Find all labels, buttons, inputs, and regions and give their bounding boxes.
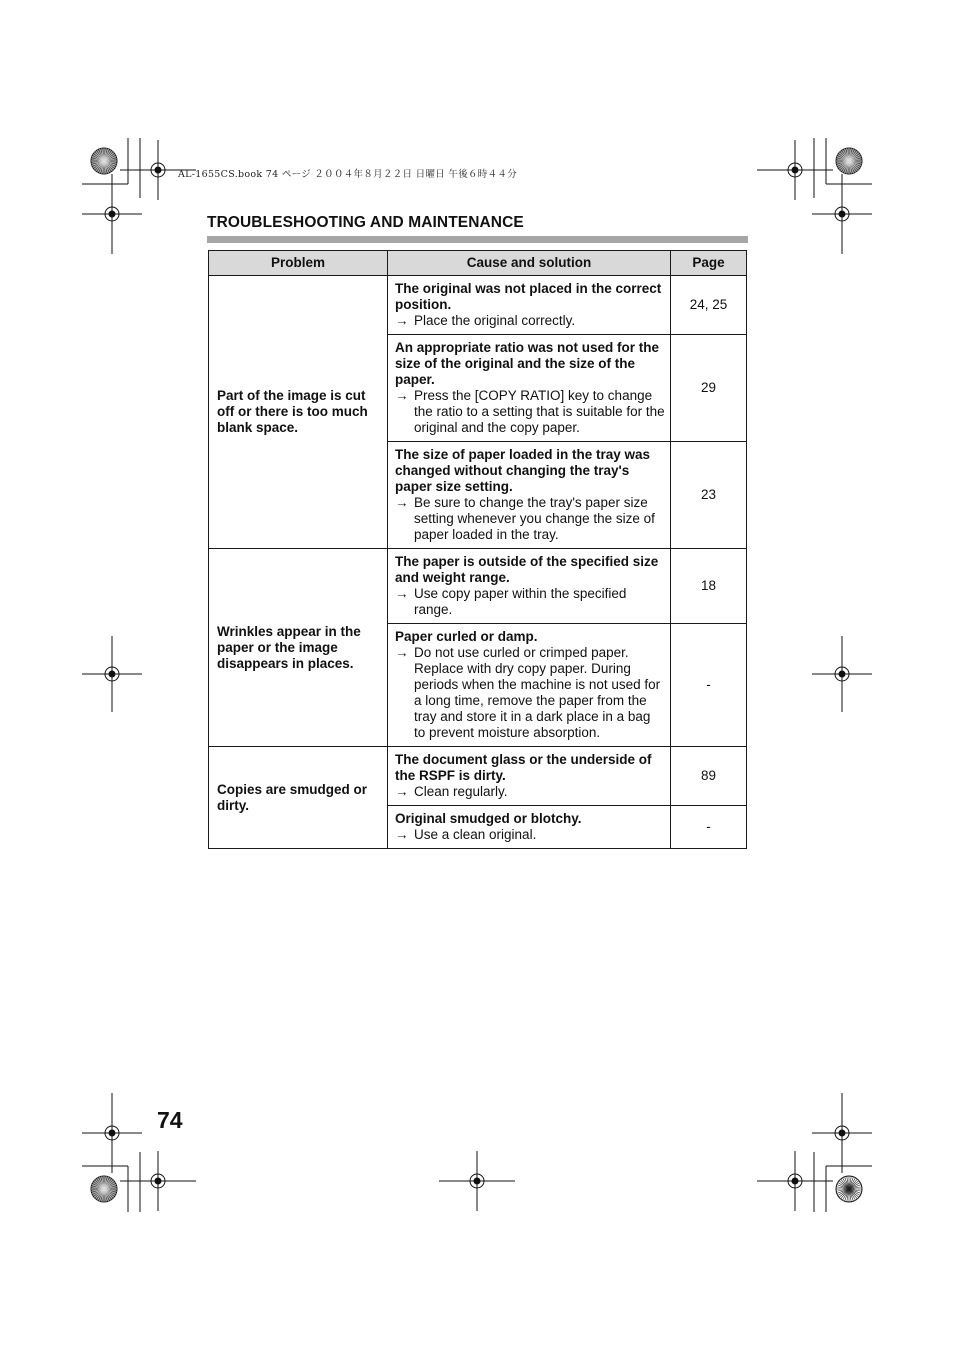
section-title-bar (207, 236, 748, 243)
registration-sunburst-icon (91, 148, 117, 174)
crosshair-mark-icon (82, 1093, 142, 1173)
crosshair-mark-icon (120, 1151, 196, 1211)
cause-text: The document glass or the underside of the RSPF is dirty. (395, 752, 652, 783)
solution-text: → Clean regularly. (395, 784, 508, 799)
cause-text: The paper is outside of the specified size and weight range. (395, 554, 659, 585)
solution-text: → Do not use curled or crimped paper. Replace with dry copy paper. During periods when the machine is not used for a long time, remove the paper from the tray and store it in a dark place in a bag to prevent moisture absorption. (395, 645, 661, 740)
table-row (209, 276, 747, 335)
registration-sunburst-icon (91, 1176, 117, 1202)
cause-solution-cell (388, 747, 671, 806)
crosshair-mark-icon (757, 1151, 833, 1211)
page-reference: - (671, 806, 747, 849)
page-number: 74 (157, 1107, 183, 1133)
problem-cell: Copies are smudged or dirty. (209, 747, 388, 849)
column-header-cause: Cause and solution (388, 251, 671, 276)
arrow-right-icon: → (395, 586, 409, 601)
problem-cell: Wrinkles appear in the paper or the image disappears in places. (209, 549, 388, 747)
solution-text: → Use copy paper within the specified range. (395, 586, 627, 617)
cause-text: Original smudged or blotchy. (395, 811, 582, 826)
page-reference: 23 (671, 442, 747, 549)
page-reference: 24, 25 (671, 276, 747, 335)
page-reference: 18 (671, 549, 747, 624)
arrow-right-icon: → (395, 784, 409, 799)
cause-solution-cell (388, 806, 671, 849)
arrow-right-icon: → (395, 388, 409, 403)
troubleshooting-table (208, 250, 747, 849)
cause-text: The size of paper loaded in the tray was changed without changing the tray's paper size setting. (395, 447, 651, 494)
table-row (209, 747, 747, 806)
arrow-right-icon: → (395, 313, 409, 328)
solution-text: → Use a clean original. (395, 827, 537, 842)
cause-text: Paper curled or damp. (395, 629, 538, 644)
arrow-right-icon: → (395, 645, 409, 660)
cause-solution-cell (388, 624, 671, 747)
crosshair-mark-icon (812, 174, 872, 254)
cause-text: An appropriate ratio was not used for the size of the original and the size of the paper. (395, 340, 660, 387)
crosshair-mark-icon (82, 174, 142, 254)
crosshair-mark-icon (82, 636, 142, 712)
cause-text: The original was not placed in the correct position. (395, 281, 662, 312)
solution-text: → Be sure to change the tray's paper size setting whenever you change the size of paper loaded in the tray. (395, 495, 655, 542)
page-reference: 89 (671, 747, 747, 806)
page-reference: - (671, 624, 747, 747)
crosshair-mark-icon (439, 1151, 515, 1211)
arrow-right-icon: → (395, 495, 409, 510)
crosshair-mark-icon (812, 636, 872, 712)
cause-solution-cell (388, 335, 671, 442)
cause-solution-cell (388, 442, 671, 549)
section-title: TROUBLESHOOTING AND MAINTENANCE (207, 214, 524, 231)
print-file-header: AL-1655CS.book 74 ページ ２００４年８月２２日 日曜日 午後６時４４分 (178, 169, 517, 180)
arrow-right-icon: → (395, 827, 409, 842)
column-header-problem: Problem (209, 251, 388, 276)
registration-sunburst-icon (836, 1176, 862, 1202)
problem-cell: Part of the image is cut off or there is too much blank space. (209, 276, 388, 549)
registration-sunburst-icon (836, 148, 862, 174)
cause-solution-cell (388, 549, 671, 624)
cause-solution-cell (388, 276, 671, 335)
table-header-row (209, 251, 747, 276)
crosshair-mark-icon (812, 1093, 872, 1173)
solution-text: → Press the [COPY RATIO] key to change the ratio to a setting that is suitable for the original and the copy paper. (395, 388, 665, 435)
crosshair-mark-icon (757, 140, 833, 200)
solution-text: → Place the original correctly. (395, 313, 576, 328)
column-header-page: Page (671, 251, 747, 276)
table-row (209, 549, 747, 624)
page-reference: 29 (671, 335, 747, 442)
